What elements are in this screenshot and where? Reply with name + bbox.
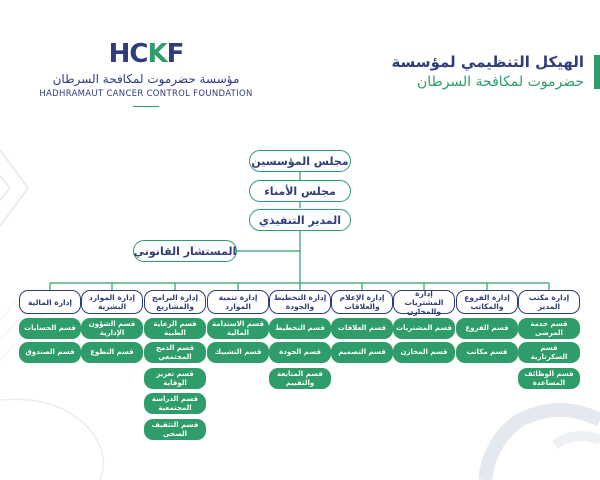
dept-director-office: إدارة مكتب المدير (518, 290, 580, 314)
dept-human-resources: إدارة الموارد البشرية (81, 290, 143, 314)
section-box: قسم الفروع (456, 318, 518, 339)
dept-finance: إدارة المالية (19, 290, 81, 314)
section-box: قسم الاستدامة المالية (207, 318, 269, 339)
section-box: قسم تعزيز الوقاية (144, 368, 206, 389)
section-box: قسم السكرتارية (518, 342, 580, 363)
logo-english-name: HADHRAMAUT CANCER CONTROL FOUNDATION (39, 89, 253, 99)
section-box: قسم التشبيك (207, 342, 269, 363)
section-box: قسم التثقيف الصحي (144, 419, 206, 440)
section-box: قسم الجودة (269, 342, 331, 363)
logo-arabic-name: مؤسسة حضرموت لمكافحة السرطان (52, 72, 240, 86)
logo-mark: HCKF (108, 39, 184, 69)
section-box: قسم التصميم (331, 342, 393, 363)
dept-branches: إدارة الفروع والمكاتب (456, 290, 518, 314)
founders-council-node: مجلس المؤسسين (249, 150, 351, 172)
dept-programs: إدارة البرامج والمشاريع (144, 290, 206, 314)
dept-resource-development: إدارة تنمية الموارد (207, 290, 269, 314)
dept-media: إدارة الإعلام والعلاقات (331, 290, 393, 314)
title-line-1: الهيكل التنظيمي لمؤسسة (391, 53, 584, 71)
trustees-council-node: مجلس الأمناء (249, 180, 351, 202)
section-box: قسم خدمة المرضى (518, 318, 580, 339)
section-box: قسم التخطيط (269, 318, 331, 339)
section-box: قسم الصندوق (19, 342, 81, 363)
section-box: قسم الوظائف المساعدة (518, 368, 580, 389)
section-box: قسم مكاتب (456, 342, 518, 363)
section-box: قسم العلاقات (331, 318, 393, 339)
executive-director-node: المدير التنفيذي (249, 209, 351, 231)
section-box: قسم الدمج المجتمعي (144, 342, 206, 363)
section-box: قسم التطوع (81, 342, 143, 363)
section-box: قسم الشؤون الإدارية (81, 318, 143, 339)
section-box: قسم الدراسة المجتمعية (144, 393, 206, 414)
dept-planning: إدارة التخطيط والجودة (269, 290, 331, 314)
section-box: قسم المشتريات (393, 318, 455, 339)
title-line-2: حضرموت لمكافحة السرطان (417, 74, 584, 90)
section-box: قسم المخازن (393, 342, 455, 363)
section-box: قسم المتابعة والتقييم (269, 368, 331, 389)
legal-advisor-node: المستشار القانوني (133, 240, 237, 262)
section-box: قسم الرعاية الطبية (144, 318, 206, 339)
dept-procurement: إدارة المشتريات والمخازن (393, 290, 455, 314)
section-box: قسم الحسابات (19, 318, 81, 339)
